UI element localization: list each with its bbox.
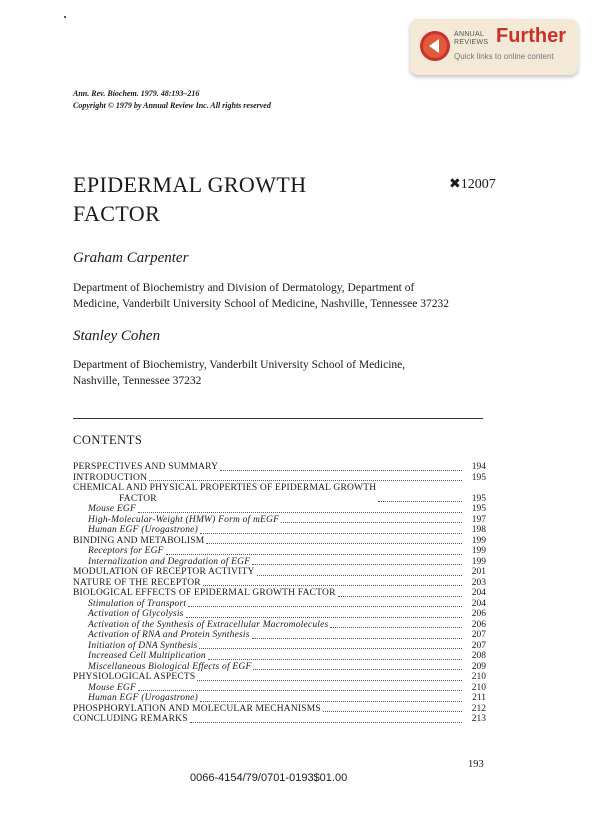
toc-dot-leader: [199, 640, 462, 649]
toc-page-number: 199: [471, 556, 486, 567]
banner-tagline[interactable]: Quick links to online content: [454, 52, 554, 61]
toc-entry: [73, 630, 486, 641]
toc-page-number: 195: [471, 472, 486, 483]
toc-dot-leader: [138, 504, 462, 513]
toc-page-number: 207: [471, 630, 486, 640]
toc-entry: [73, 662, 486, 673]
toc-page-number: 201: [471, 567, 486, 577]
toc-entry-label: BINDING AND METABOLISM: [73, 535, 205, 546]
toc-page-number: 204: [471, 588, 486, 598]
toc-entry: [73, 641, 486, 652]
toc-entry: [73, 704, 486, 715]
toc-subentry-label: Activation of the Synthesis of Extracellular Macromolecules: [88, 619, 329, 630]
affiliation-line-2: Medicine, Vanderbilt University School of Medicine, Nashville, Tennessee 37232: [73, 298, 449, 310]
toc-page-number: 203: [471, 577, 486, 588]
toc-entry: [73, 588, 486, 599]
toc-subentry-label: Stimulation of Transport: [88, 598, 187, 609]
toc-subentry-label: Activation of Glycolysis: [88, 609, 184, 619]
toc-dot-leader: [323, 703, 462, 712]
footer-code: 0066-4154/79/0701-0193$01.00: [190, 772, 348, 784]
toc-dot-leader: [149, 472, 462, 481]
toc-subentry-label: Initiation of DNA Synthesis: [88, 640, 198, 651]
toc-dot-leader: [281, 514, 462, 523]
toc-entry: [73, 525, 486, 536]
toc-entry: [73, 609, 486, 620]
author-name: Stanley Cohen: [73, 328, 161, 344]
toc-entry-label: PHOSPHORYLATION AND MOLECULAR MECHANISMS: [73, 703, 321, 714]
toc-entry: [73, 483, 486, 504]
toc-entry-label-line-2: FACTOR: [119, 493, 157, 504]
toc-dot-leader: [200, 525, 462, 534]
toc-entry: [73, 578, 486, 589]
toc-dot-leader: [208, 651, 462, 660]
toc-page-number: 208: [471, 651, 486, 661]
toc-entry: [73, 683, 486, 694]
toc-dot-leader: [200, 693, 462, 702]
toc-entry: [73, 651, 486, 662]
affiliation-line-2: Nashville, Tennessee 37232: [73, 375, 202, 387]
author-name: Graham Carpenter: [73, 250, 189, 266]
toc-dot-leader: [378, 493, 462, 502]
toc-page-number: 210: [471, 672, 486, 682]
toc-page-number: 211: [472, 693, 486, 703]
toc-entry: [73, 714, 486, 725]
citation-line-1: Ann. Rev. Biochem. 1979. 48:193–216: [73, 89, 200, 98]
toc-dot-leader: [257, 567, 462, 576]
title-line-1: EPIDERMAL GROWTH: [73, 172, 307, 197]
toc-entry-label: MODULATION OF RECEPTOR ACTIVITY: [73, 567, 255, 577]
toc-subentry-label: Increased Cell Multiplication: [88, 651, 206, 661]
toc-page-number: 209: [471, 661, 486, 672]
toc-dot-leader: [186, 609, 462, 618]
toc-entry: [73, 515, 486, 526]
toc-dot-leader: [138, 682, 462, 691]
toc-dot-leader: [197, 672, 462, 681]
toc-entry-label: INTRODUCTION: [73, 472, 148, 483]
toc-entry: [73, 536, 486, 547]
toc-page-number: 198: [471, 525, 486, 535]
toc-entry-label: PERSPECTIVES AND SUMMARY: [73, 462, 219, 472]
toc-entry: [73, 557, 486, 568]
toc-entry: [73, 672, 486, 683]
document-id: ✖12007: [449, 177, 496, 192]
toc-subentry-label: Human EGF (Urogastrone): [88, 525, 198, 535]
affiliation-line-1: Department of Biochemistry and Division of Dermatology, Department of: [73, 282, 415, 294]
toc-entry: [73, 504, 486, 515]
page-number: 193: [468, 759, 484, 770]
toc-dot-leader: [220, 462, 462, 471]
toc-page-number: 199: [471, 535, 486, 546]
toc-dot-leader: [206, 535, 462, 544]
toc-entry: [73, 567, 486, 578]
toc-page-number: 212: [471, 703, 486, 714]
speck-mark: [64, 16, 66, 18]
toc-dot-leader: [166, 546, 462, 555]
author-affiliation: [73, 357, 493, 389]
toc-page-number: 195: [471, 493, 486, 504]
toc-entry-label-line-1: CHEMICAL AND PHYSICAL PROPERTIES OF EPIDERMAL GROWTH: [73, 483, 377, 493]
toc-entry: [73, 473, 486, 484]
toc-page-number: 206: [471, 619, 486, 630]
article-title: [73, 170, 373, 228]
toc-page-number: 194: [471, 462, 486, 472]
toc-dot-leader: [188, 598, 462, 607]
author-affiliation: [73, 280, 493, 312]
citation: [73, 88, 271, 112]
citation-line-2: Copyright © 1979 by Annual Review Inc. All rights reserved: [73, 101, 271, 110]
toc-entry: [73, 620, 486, 631]
toc-dot-leader: [190, 714, 462, 723]
banner-brand: [454, 31, 494, 47]
toc-dot-leader: [203, 577, 462, 586]
toc-page-number: 199: [471, 546, 486, 556]
title-line-2: FACTOR: [73, 201, 161, 226]
annual-reviews-further-banner[interactable]: [410, 19, 578, 75]
toc-page-number: 204: [471, 598, 486, 609]
toc-subentry-label: Internalization and Degradation of EGF: [88, 556, 251, 567]
toc-dot-leader: [338, 588, 462, 597]
toc-page-number: 207: [471, 640, 486, 651]
toc-entry: [73, 546, 486, 557]
toc-entry: [73, 693, 486, 704]
toc-dot-leader: [252, 556, 462, 565]
toc-entry-label: PHYSIOLOGICAL ASPECTS: [73, 672, 196, 682]
toc-dot-leader: [330, 619, 462, 628]
contents-heading: CONTENTS: [73, 433, 143, 447]
banner-brand-bottom: REVIEWS: [454, 39, 489, 46]
toc-dot-leader: [253, 661, 462, 670]
toc-subentry-label: Mouse EGF: [88, 504, 136, 514]
toc-page-number: 206: [471, 609, 486, 619]
toc-entry: [73, 599, 486, 610]
toc-entry-label: BIOLOGICAL EFFECTS OF EPIDERMAL GROWTH FACTOR: [73, 588, 336, 598]
divider-rule: [73, 418, 483, 419]
affiliation-line-1: Department of Biochemistry, Vanderbilt University School of Medicine,: [73, 359, 406, 371]
toc-subentry-label: Receptors for EGF: [88, 546, 164, 556]
toc-entry: [73, 462, 486, 473]
toc-page-number: 195: [471, 504, 486, 514]
toc-subentry-label: Miscellaneous Biological Effects of EGF: [88, 661, 252, 672]
banner-brand-top: ANNUAL: [454, 31, 485, 38]
table-of-contents: [73, 462, 486, 725]
toc-page-number: 213: [471, 714, 486, 724]
toc-page-number: 210: [471, 682, 486, 693]
toc-subentry-label: Mouse EGF: [88, 682, 136, 693]
toc-entry-label: [73, 483, 376, 504]
toc-dot-leader: [252, 630, 462, 639]
toc-page-number: 197: [471, 514, 486, 525]
toc-subentry-label: Activation of RNA and Protein Synthesis: [88, 630, 250, 640]
banner-further-label[interactable]: Further: [496, 25, 566, 47]
annual-reviews-logo-icon: [420, 31, 450, 61]
toc-subentry-label: High-Molecular-Weight (HMW) Form of mEGF: [88, 514, 280, 525]
toc-entry-label: CONCLUDING REMARKS: [73, 714, 188, 724]
toc-entry-label: NATURE OF THE RECEPTOR: [73, 577, 201, 588]
toc-subentry-label: Human EGF (Urogastrone): [88, 693, 198, 703]
